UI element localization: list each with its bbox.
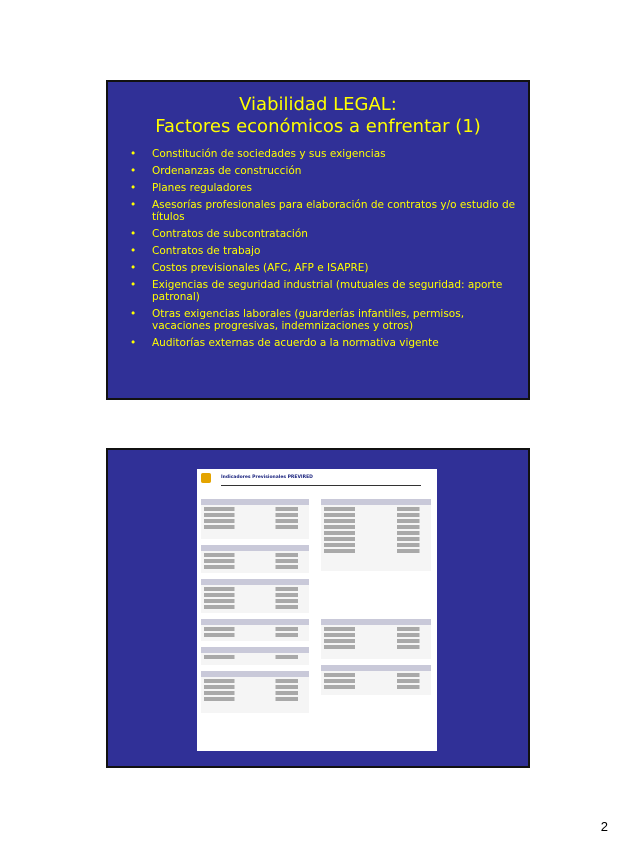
bullet-item — [130, 279, 516, 303]
bullet-list — [108, 148, 528, 349]
title-line-1: Viabilidad LEGAL: — [239, 94, 397, 115]
bullet-text: Constitución de sociedades y sus exigencias — [152, 148, 386, 160]
bullet-text: Contratos de subcontratación — [152, 228, 308, 240]
bullet-text: Asesorías profesionales para elaboración de contratos y/o estudio de títulos — [152, 199, 516, 223]
bullet-icon: • — [130, 308, 137, 320]
bullet-item — [130, 308, 516, 332]
slide-title — [108, 94, 528, 138]
bullet-icon: • — [130, 245, 137, 257]
doc-table — [201, 671, 309, 713]
bullet-icon: • — [130, 337, 137, 349]
bullet-item — [130, 245, 516, 257]
document-title: Indicadores Previsionales PREVIRED — [221, 475, 313, 480]
bullet-text: Auditorías externas de acuerdo a la normativa vigente — [152, 337, 439, 349]
bullet-text: Contratos de trabajo — [152, 245, 261, 257]
bullet-text: Planes reguladores — [152, 182, 252, 194]
bullet-item — [130, 165, 516, 177]
bullet-item — [130, 199, 516, 223]
doc-table — [201, 619, 309, 641]
doc-table — [201, 579, 309, 613]
doc-table — [321, 619, 431, 659]
bullet-icon: • — [130, 199, 137, 211]
bullet-icon: • — [130, 279, 137, 291]
doc-table — [201, 499, 309, 539]
bullet-text: Ordenanzas de construcción — [152, 165, 302, 177]
bullet-icon: • — [130, 262, 137, 274]
bullet-item — [130, 262, 516, 274]
bullet-item — [130, 182, 516, 194]
doc-table — [321, 499, 431, 571]
bullet-icon: • — [130, 182, 137, 194]
slide-1 — [106, 80, 530, 400]
bullet-icon: • — [130, 148, 137, 160]
previred-logo-icon — [201, 473, 211, 483]
bullet-icon: • — [130, 228, 137, 240]
bullet-item — [130, 337, 516, 349]
bullet-text: Exigencias de seguridad industrial (mutuales de seguridad: aporte patronal) — [152, 279, 503, 303]
embedded-document-image — [197, 469, 437, 751]
bullet-icon: • — [130, 165, 137, 177]
page-number: 2 — [600, 819, 608, 834]
doc-table — [321, 665, 431, 695]
bullet-text: Costos previsionales (AFC, AFP e ISAPRE) — [152, 262, 369, 274]
title-line-2: Factores económicos a enfrentar (1) — [155, 116, 481, 137]
bullet-item — [130, 148, 516, 160]
doc-table — [201, 647, 309, 665]
doc-table — [201, 545, 309, 573]
document-subtitle-rule — [221, 485, 421, 486]
slide-2 — [106, 448, 530, 768]
bullet-item — [130, 228, 516, 240]
bullet-text: Otras exigencias laborales (guarderías infantiles, permisos, vacaciones progresivas, indemnizaciones y otros) — [152, 308, 465, 332]
